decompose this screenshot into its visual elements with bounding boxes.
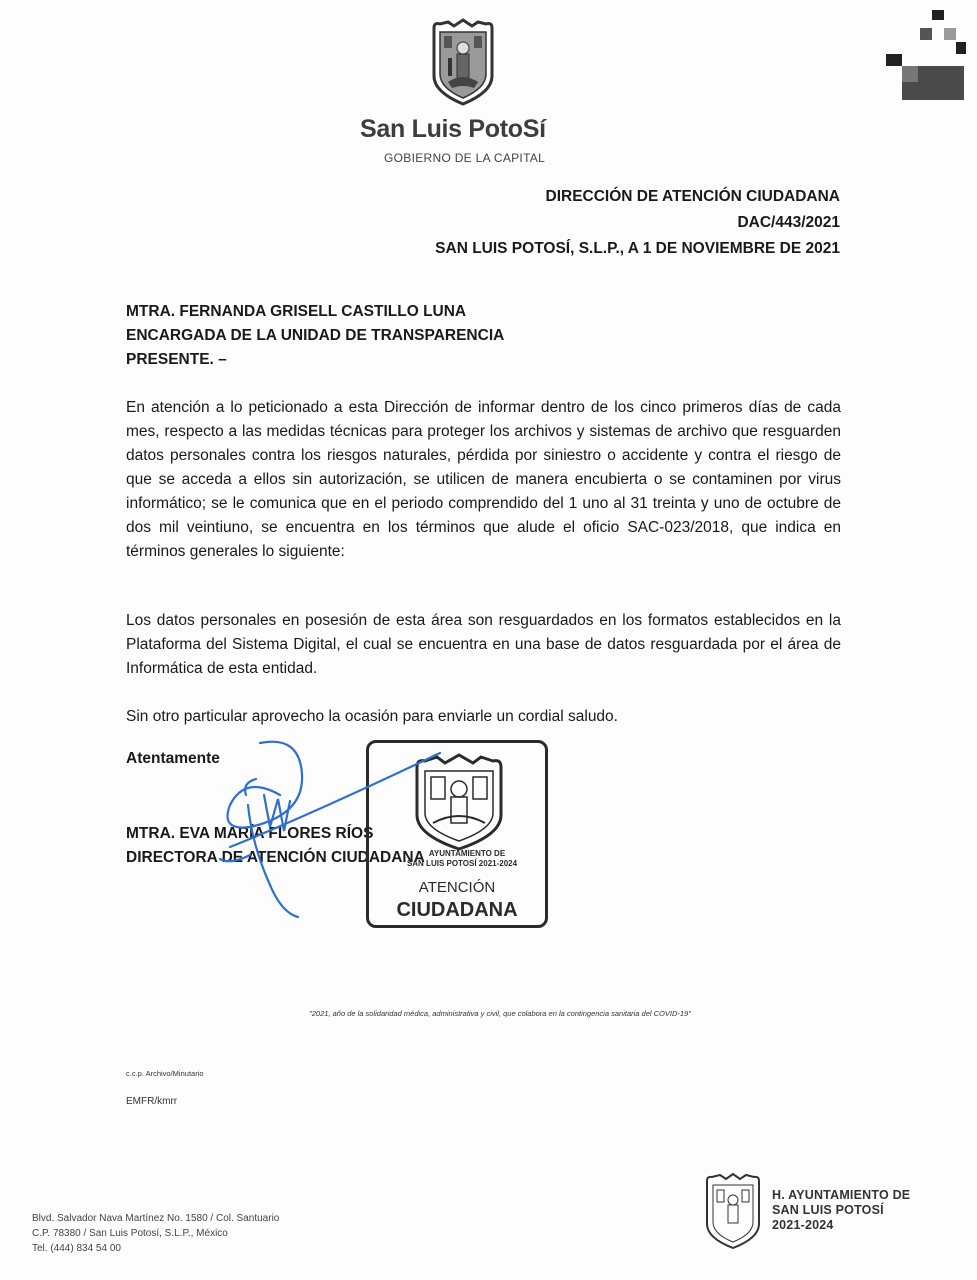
stamp-line-1: AYUNTAMIENTO DE <box>428 849 506 858</box>
phone-number: Tel. (444) 834 54 00 <box>32 1243 121 1254</box>
addressee-greeting: PRESENTE. – <box>126 351 227 368</box>
document-number: DAC/443/2021 <box>737 214 840 231</box>
department-heading: DIRECCIÓN DE ATENCIÓN CIUDADANA <box>545 188 840 205</box>
typist-initials: EMFR/kmrr <box>126 1096 178 1107</box>
addressee-block <box>126 300 504 372</box>
footer-crest-icon <box>702 1172 764 1252</box>
closing-salutation: Atentamente <box>126 750 220 767</box>
reference-block <box>435 184 840 262</box>
place-date: SAN LUIS POTOSÍ, S.L.P., A 1 DE NOVIEMBRE DE 2021 <box>435 240 840 257</box>
stamp-department: ATENCIÓN <box>418 879 496 896</box>
signer-name: MTRA. EVA MARÍA FLORES RÍOS <box>126 825 374 842</box>
brand-subtitle: GOBIERNO DE LA CAPITAL <box>384 151 546 165</box>
address-line-2: C.P. 78380 / San Luis Potosí, S.L.P., México <box>32 1228 228 1239</box>
body-paragraph-3: Sin otro particular aprovecho la ocasión para enviarle un cordial saludo. <box>126 708 618 725</box>
org-line-2: SAN LUIS POTOSÍ <box>772 1203 884 1217</box>
body-paragraph-1: En atención a lo peticionado a esta Dirección de informar dentro de los cinco primeros días de cada mes, respecto a las medidas técnicas para proteger los archivos y sistemas de archivo que resguarden datos personales contra los riesgos naturales, pérdida por siniestro o accidente y contra el riesgo de que se acceda a ellos sin autorización, se utilicen de manera encubierta o se contaminen por virus informático; se le comunica que en el periodo comprendido del 1 uno al 31 treinta y uno de octubre de dos mil veintiuno, se encuentra en los términos que alude el oficio SAC-023/2018, que indica en términos generales lo siguiente: <box>126 399 841 560</box>
footer-address <box>32 1211 279 1256</box>
body-paragraph-2: Los datos personales en posesión de esta área son resguardados en los formatos establecidos en la Plataforma del Sistema Digital, el cual se encuentra en una base de datos resguardada por el área de Informática de esta entidad. <box>126 612 841 677</box>
brand-title: San Luis PotoSí <box>360 115 546 143</box>
stamp-line-2: SAN LUIS POTOSÍ 2021-2024 <box>406 859 518 868</box>
pixel-logo-icon <box>884 10 966 102</box>
stamp-name: CIUDADANA <box>396 899 518 921</box>
signer-title: DIRECTORA DE ATENCIÓN CIUDADANA <box>126 849 425 866</box>
footer-organization <box>772 1188 910 1233</box>
org-line-3: 2021-2024 <box>772 1218 834 1232</box>
addressee-name: MTRA. FERNANDA GRISELL CASTILLO LUNA <box>126 303 467 320</box>
addressee-position: ENCARGADA DE LA UNIDAD DE TRANSPARENCIA <box>126 327 505 344</box>
copies-note: c.c.p. Archivo/Minutario <box>126 1069 204 1078</box>
handwritten-signature <box>190 735 450 925</box>
address-line-1: Blvd. Salvador Nava Martínez No. 1580 / Col. Santuario <box>32 1213 280 1224</box>
coat-of-arms-icon <box>428 18 498 108</box>
institutional-motto: "2021, año de la solidaridad médica, administrativa y civil, que colabora en la contingencia sanitaria del COVID-19" <box>309 1009 691 1018</box>
org-line-1: H. AYUNTAMIENTO DE <box>772 1188 911 1202</box>
